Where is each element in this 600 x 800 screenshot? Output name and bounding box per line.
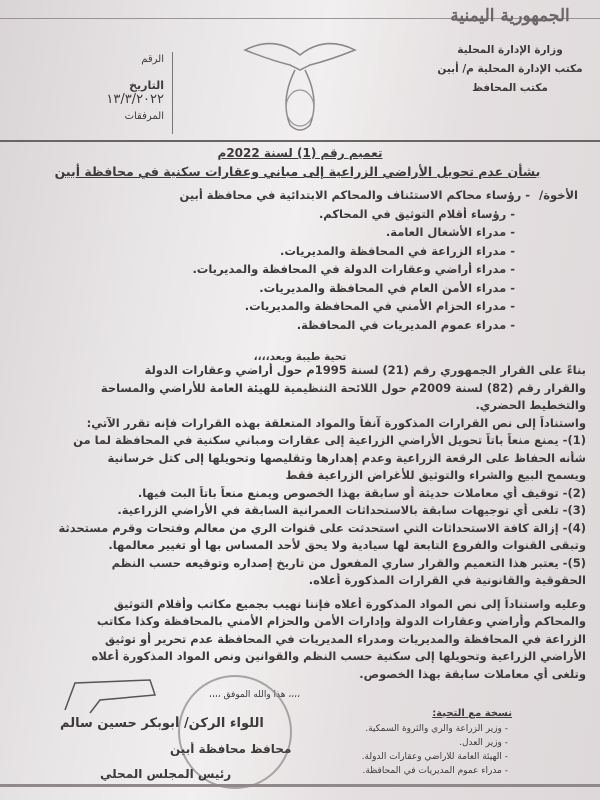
signatory-role: رئيس المجلس المحلي [100,767,232,781]
body-line: والتخطيط الحضري. [475,398,586,412]
body-line: (4)- إزالة كافة الاستحداثات التي استحدثت على قنوات الري من معالم وفتحات وقرم مستحدثة [58,520,586,535]
addressee-item: - رؤساء أقلام التوثيق في المحاكم. [318,206,515,221]
ref-label: الرقم [141,54,164,65]
addressee-item: - مدراء الحزام الأمني في المحافظة والمديريات. [244,299,515,313]
addressee-item: - مدراء أراضي وعقارات الدولة في المحافظة والمديريات. [192,262,515,276]
body-line: (3)- تلغى أي توجيهات سابقة بالاستحداثات العمرانية السابقة في الأراضي الزراعية. [117,503,586,517]
body-line: بناءً على القرار الجمهوري رقم (21) لسنة 1995م حول أراضي وعقارات الدولة [144,363,586,377]
header-ministry: وزارة الإدارة المحلية [457,44,563,56]
subject-line: بشأن عدم تحويل الأراضي الزراعية إلى مباني وعقارات سكنية في محافظة أبين [54,164,541,179]
signatory-title: محافظ محافظة أبين [170,742,292,756]
cc-item: - الهيئة العامة للأراضي وعقارات الدولة. [361,752,508,762]
body-line: وعليه واستناداً إلى نص المواد المذكورة أعلاه فإننا نهيب بجميع مكاتب وأقلام التوثيق [113,596,586,611]
body-line: ويسمح البيع والشراء والتوثيق للأغراض الزراعية فقط [285,468,586,482]
date-label: التاريخ [129,79,164,92]
body-line: شأنه الحفاظ على الرقعة الزراعية وعدم إهدارها وتقليصها وتحويلها إلى كتل خرسانية [107,450,586,465]
republic-emblem-icon [235,30,365,140]
header-divider [0,140,600,142]
addressee-item: - مدراء الأشغال العامة. [385,225,515,239]
header-office: مكتب الإدارة المحلية م/ أبين [437,63,583,75]
attachments-label: المرفقات [124,111,164,122]
cc-item: - مدراء عموم المديريات في المحافظة. [362,766,508,776]
signature-icon [60,675,170,715]
cc-label: نسخة مع التحية: [432,708,512,719]
body-line: واستناداً إلى نص القرارات المذكورة آنفاً والمواد المتعلقة بهذه القرارات فإنه تقرر الآتي: [86,415,586,430]
body-line: (5)- يعتبر هذا التعميم والقرار ساري المفعول من تاريخ إصداره وتوقيعه حسب النظم [111,555,586,570]
body-line: الأراضي الزراعية وتحويلها إلى سكنية حسب النظم والقوانين ونص المواد المذكورة أعلاه [91,649,586,663]
body-line: (2)- توقيف أي معاملات حديثة أو سابقة بهذا الخصوص ويمنع منعاً باتاً البت فيها. [137,485,586,500]
greeting: تحية طيبة وبعد،،،، [253,351,347,363]
circular-title: تعميم رقم (1) لسنة 2022م [217,146,383,160]
date-value: ١٣/٣/٢٠٢٢ [106,92,164,107]
closing: ،،،، هذا والله الموفق ،،،، [209,690,300,700]
cc-item: - وزير العدل. [459,738,508,748]
reference-box [4,52,173,134]
addressee-item: - رؤساء محاكم الاستئناف والمحاكم الابتدائية في محافظة أبين [179,188,530,202]
addressees-label: الأخوة/ [539,188,578,202]
signatory-name: اللواء الركن/ أبوبكر حسين سالم [60,716,264,731]
addressee-item: - مدراء الزراعة في المحافظة والمديريات. [279,243,515,258]
body-line: (1)- يمنع منعاً باتاً تحويل الأراضي الزراعية إلى عقارات ومباني سكنية في المحافظة لما من [73,433,586,447]
addressee-item: - مدراء الأمن العام في المحافظة والمديريات. [259,280,515,295]
header-country: الجمهورية اليمنية [450,6,570,26]
body-line: وتبقى القنوات والفروع التابعة لها سيادية ولا يحق لأحد المساس بها أو تغيير معالمها. [108,538,586,552]
bottom-edge [0,784,600,787]
body-line: وتلغى أي معاملات سابقة بهذا الخصوص. [359,666,586,681]
body-line: الحقوقية والقانونية في القرارات المذكورة أعلاه. [308,573,586,587]
addressee-item: - مدراء عموم المديريات في المحافظة. [296,317,515,332]
header-governor-office: مكتب المحافظ [472,82,548,94]
body-line: الزراعة في المحافظة والمديريات ومدراء المديريات في المحافظة عدم تحرير أو توثيق [105,631,586,646]
cc-item: - وزير الزراعة والري والثروة السمكية. [365,724,508,734]
body-line: والمحاكم وأراضي وعقارات الدولة وإدارات الأمن والحزام الأمني بالمحافظة وكذا مكاتب [96,614,586,628]
body-line: والقرار رقم (82) لسنة 2009م حول اللائحة التنظيمية للهيئة العامة للأراضي والمساحة [100,380,586,395]
